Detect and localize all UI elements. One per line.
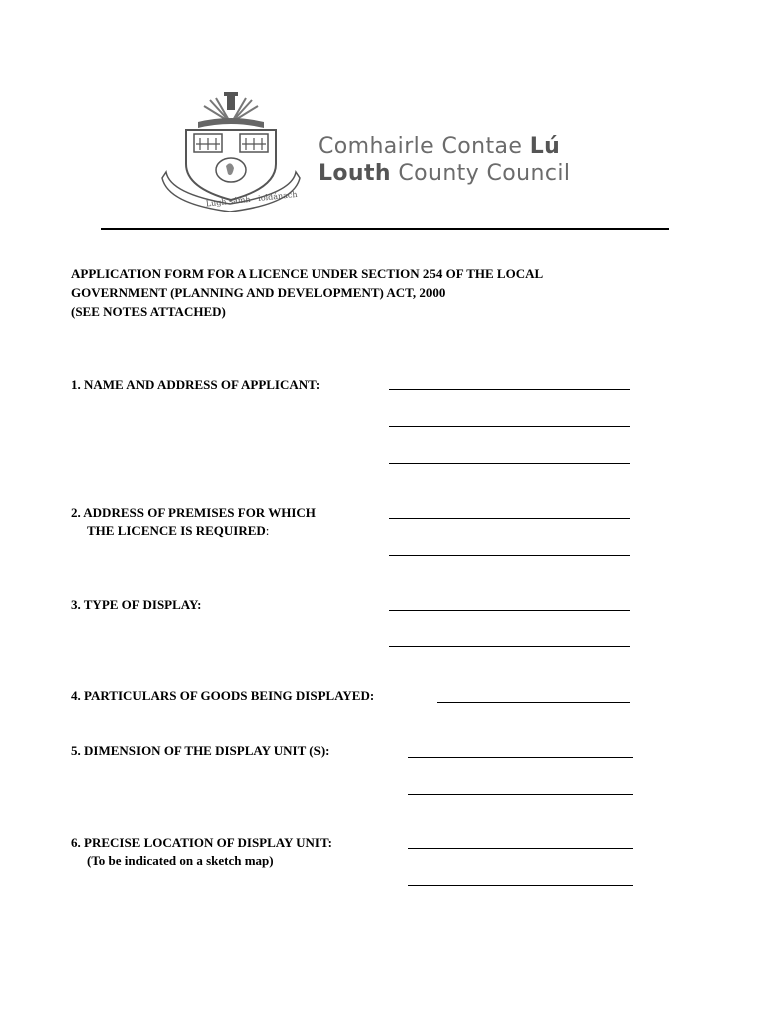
q6-answer-line-1[interactable] — [408, 848, 633, 849]
form-title-line1: APPLICATION FORM FOR A LICENCE UNDER SECTION 254 OF THE LOCAL — [71, 266, 544, 281]
q1-label: 1. NAME AND ADDRESS OF APPLICANT: — [71, 377, 321, 392]
q2-answer-line-1[interactable] — [389, 518, 630, 519]
form-title-line2: GOVERNMENT (PLANNING AND DEVELOPMENT) ACT, 2000 — [71, 285, 446, 300]
header-divider — [101, 228, 669, 230]
q2-label-line2: THE LICENCE IS REQUIRED: — [87, 523, 270, 538]
council-crest-logo — [160, 92, 302, 212]
q1-answer-line-3[interactable] — [389, 463, 630, 464]
q1-answer-line-2[interactable] — [389, 426, 630, 427]
q1-answer-line-1[interactable] — [389, 389, 630, 390]
crest-motto: Lugh sámh - ioldánach — [205, 189, 298, 209]
q2-answer-line-2[interactable] — [389, 555, 630, 556]
q5-answer-line-2[interactable] — [408, 794, 633, 795]
q6-answer-line-2[interactable] — [408, 885, 633, 886]
form-title-line3: (SEE NOTES ATTACHED) — [71, 304, 226, 319]
q4-label: 4. PARTICULARS OF GOODS BEING DISPLAYED: — [71, 688, 375, 703]
q3-answer-line-1[interactable] — [389, 610, 630, 611]
q5-label: 5. DIMENSION OF THE DISPLAY UNIT (S): — [71, 743, 330, 758]
q3-label: 3. TYPE OF DISPLAY: — [71, 597, 202, 612]
q6-note: (To be indicated on a sketch map) — [87, 853, 274, 868]
council-name-english: Louth County Council — [318, 161, 571, 186]
q6-label: 6. PRECISE LOCATION OF DISPLAY UNIT: — [71, 835, 333, 850]
q2-label-line1: 2. ADDRESS OF PREMISES FOR WHICH — [71, 505, 316, 520]
q4-answer-line[interactable] — [437, 702, 630, 703]
council-name-irish: Comhairle Contae Lú — [318, 134, 561, 159]
q3-answer-line-2[interactable] — [389, 646, 630, 647]
q5-answer-line-1[interactable] — [408, 757, 633, 758]
